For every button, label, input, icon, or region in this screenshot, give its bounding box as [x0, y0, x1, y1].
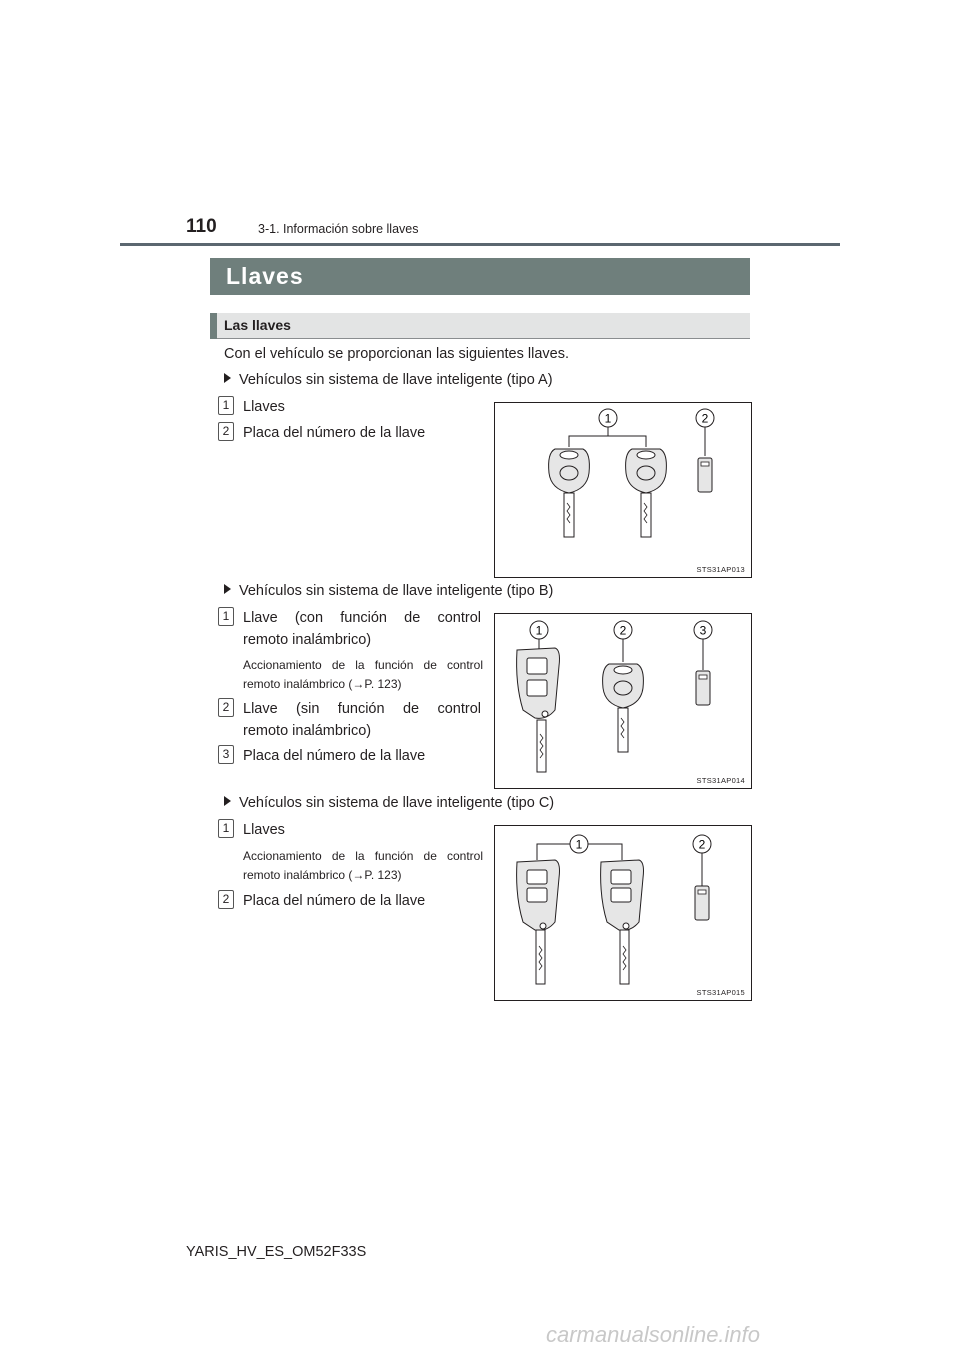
item-text	[243, 607, 481, 651]
page-number: 110	[186, 216, 217, 237]
item-text: Placa del número de la llave	[243, 748, 426, 764]
figure-type-c	[494, 825, 752, 1001]
note-line: remoto inalámbrico (→P. 123)	[243, 677, 402, 691]
key-icon	[549, 449, 590, 537]
figure-type-a	[494, 402, 752, 578]
remote-key-icon	[517, 648, 560, 772]
figure-type-b	[494, 613, 752, 789]
page-title: Llaves	[226, 263, 304, 289]
item-line: remoto inalámbrico)	[243, 723, 372, 739]
bullet-text: Vehículos sin sistema de llave inteligente (tipo B)	[239, 583, 554, 599]
figure-code: STS31AP013	[696, 565, 745, 574]
remote-key-icon	[517, 860, 560, 984]
header-rule	[120, 243, 840, 246]
callout-label: 2	[619, 623, 627, 638]
callout-label: 1	[535, 623, 543, 638]
footer-doc-id: YARIS_HV_ES_OM52F33S	[186, 1244, 367, 1260]
number-badge: 2	[218, 698, 234, 717]
number-badge: 1	[218, 819, 234, 838]
item-line: Llave (con función de control	[243, 610, 481, 626]
triangle-bullet-icon	[224, 373, 231, 383]
number-badge: 1	[218, 396, 234, 415]
number-badge: 2	[218, 890, 234, 909]
item-text: Placa del número de la llave	[243, 425, 426, 441]
subtitle: Las llaves	[224, 317, 291, 333]
key-icon	[626, 449, 667, 537]
remote-key-icon	[601, 860, 644, 984]
subtitle-bar	[210, 313, 750, 339]
key-number-plate-icon	[695, 886, 709, 920]
triangle-bullet-icon	[224, 796, 231, 806]
keys-illustration-type-a	[495, 403, 751, 577]
item-text: Placa del número de la llave	[243, 893, 426, 909]
item-text	[243, 698, 481, 742]
item-note	[243, 847, 483, 885]
key-icon	[603, 664, 644, 752]
number-badge: 2	[218, 422, 234, 441]
bullet-type-a	[224, 372, 553, 388]
key-number-plate-icon	[696, 671, 710, 705]
subtitle-accent	[210, 313, 217, 339]
callout-label: 2	[701, 411, 709, 426]
callout-label: 2	[698, 837, 706, 852]
figure-code: STS31AP015	[696, 988, 745, 997]
key-number-plate-icon	[698, 458, 712, 492]
intro-text: Con el vehículo se proporcionan las siguientes llaves.	[224, 346, 569, 362]
item-text: Llaves	[243, 399, 285, 415]
note-line: remoto inalámbrico (→P. 123)	[243, 868, 402, 882]
item-line: Llave (sin función de control	[243, 701, 481, 717]
keys-illustration-type-c	[495, 826, 751, 1000]
callout-label: 1	[575, 837, 583, 852]
note-line: Accionamiento de la función de control	[243, 849, 483, 863]
bullet-text: Vehículos sin sistema de llave inteligente (tipo A)	[239, 372, 553, 388]
note-line: Accionamiento de la función de control	[243, 658, 483, 672]
number-badge: 3	[218, 745, 234, 764]
section-header: 3-1. Información sobre llaves	[258, 222, 419, 236]
callout-label: 1	[604, 411, 612, 426]
number-badge: 1	[218, 607, 234, 626]
bullet-type-c	[224, 795, 554, 811]
title-bar	[210, 258, 750, 295]
item-note	[243, 656, 483, 694]
figure-code: STS31AP014	[696, 776, 745, 785]
bullet-text: Vehículos sin sistema de llave inteligente (tipo C)	[239, 795, 555, 811]
watermark: carmanualsonline.info	[546, 1322, 761, 1347]
callout-label: 3	[699, 623, 707, 638]
bullet-type-b	[224, 583, 553, 599]
item-text: Llaves	[243, 822, 285, 838]
keys-illustration-type-b	[495, 614, 751, 788]
triangle-bullet-icon	[224, 584, 231, 594]
item-line: remoto inalámbrico)	[243, 632, 372, 648]
